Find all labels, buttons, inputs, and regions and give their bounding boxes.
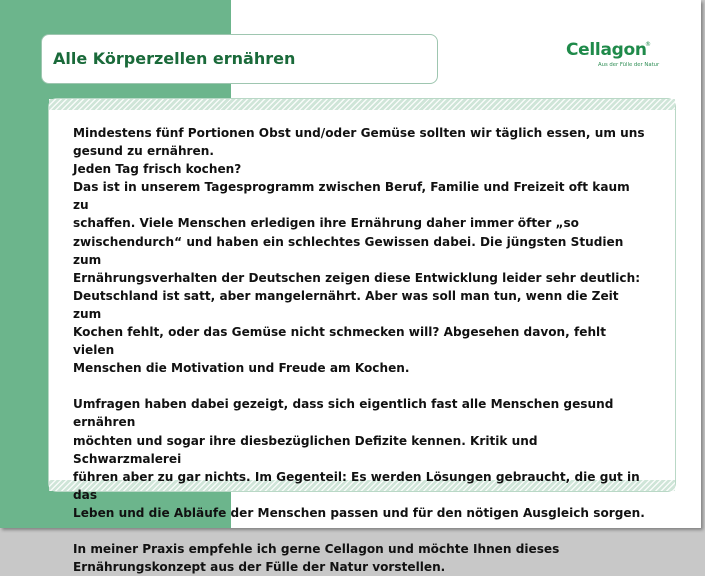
text-line: Jeden Tag frisch kochen? [73,162,242,177]
logo-brand-text: Cellagon [566,40,647,60]
text-line: Leben und die Abläufe der Menschen passen und für den nötigen Ausgleich sorgen. [73,505,645,520]
text-line: Mindestens fünf Portionen Obst und/oder Gemüse sollten wir täglich essen, um uns [73,126,645,140]
text-line: Ernährungsverhalten der Deutschen zeigen diese Entwicklung leider sehr deutlich: [73,270,641,285]
paragraph-gap [73,377,648,395]
text-line: Deutschland ist satt, aber mangelernährt. Aber was soll man tun, wenn die Zeit zum [73,288,619,321]
text-line: gesund zu ernähren. [73,144,214,159]
text-line: Ernährungskonzept aus der Fülle der Natur vorstellen. [73,560,446,575]
text-line: Menschen die Motivation und Freude am Kochen. [73,361,410,376]
content-frame [48,98,676,575]
text-line: Umfragen haben dabei gezeigt, dass sich eigentlich fast alle Menschen gesund ernähren [73,397,614,430]
text-line: Das ist in unserem Tagesprogramm zwischen Beruf, Familie und Freizeit oft kaum zu [73,180,630,213]
paragraph-1 [73,124,648,377]
text-line: In meiner Praxis empfehle ich gerne Cellagon und möchte Ihnen dieses [73,541,560,556]
slide-title: Alle Körperzellen ernähren [53,49,296,68]
paragraph-2 [73,395,648,522]
paragraph-gap [73,522,648,540]
text-line: Kochen fehlt, oder das Gemüse nicht schmecken will? Abgesehen davon, fehlt vielen [73,325,606,358]
cellagon-logo [566,40,686,74]
text-line: zwischendurch“ und haben ein schlechtes Gewissen dabei. Die jüngsten Studien zum [73,234,624,267]
title-box [41,34,438,84]
text-line: möchten und sogar ihre diesbezüglichen Defizite kennen. Kritik und Schwarzmalerei [73,433,538,466]
content-body [73,124,648,576]
logo-registered-mark: ® [645,41,651,48]
paragraph-3 [73,540,648,576]
text-line: schaffen. Viele Menschen erledigen ihre Ernährung daher immer öfter „so [73,216,579,231]
text-line: führen aber zu gar nichts. Im Gegenteil: Es werden Lösungen gebraucht, die gut in das [73,469,640,502]
top-stripe-decoration [49,99,675,110]
logo-tagline: Aus der Fülle der Natur [598,62,660,68]
